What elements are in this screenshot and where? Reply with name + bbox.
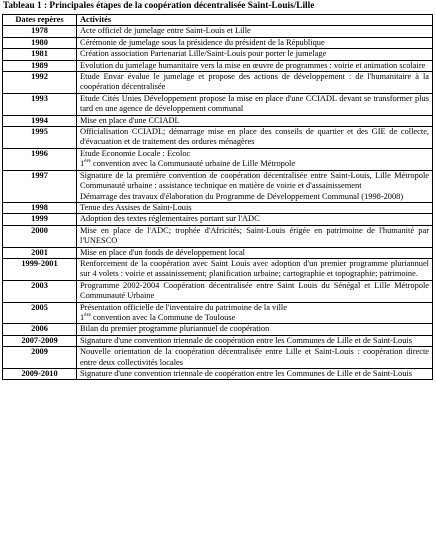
row-date: 2005 — [3, 302, 77, 324]
row-date: 1992 — [3, 72, 77, 94]
row-date: 2006 — [3, 324, 77, 335]
activity-text: Nouvelle orientation de la coopération décentralisée entre Lille et Saint-Louis : coopération directe entre deux collectivités locales — [80, 347, 429, 367]
cooperation-timeline-table — [2, 14, 433, 380]
row-activity — [77, 148, 433, 170]
row-activity — [77, 202, 433, 213]
row-activity — [77, 258, 433, 280]
activity-text: Signature de la première convention de coopération décentralisée entre Saint-Louis, Lille Métropole Communauté urbaine : assistance technique en matière de voirie et d'assainissement — [80, 170, 429, 191]
activity-text: Officialisation CCIADL; démarrage mise en place des conseils de quartier et des GIE de collecte, d'évacuation et de traitement des ordures ménagères — [80, 127, 429, 147]
row-date: 2009-2010 — [3, 369, 77, 380]
row-activity — [77, 170, 433, 202]
table-row — [3, 214, 433, 225]
activity-text: Mise en place d'une CCIADL — [80, 115, 180, 125]
table-row — [3, 72, 433, 94]
activity-text: Etude Envar évalue le jumelage et propose des actions de développement : de l'humanitaire à la coopération décentralisée — [80, 72, 429, 92]
activity-text: Création association Partenariat Lille/Saint-Louis pour porter le jumelage — [80, 49, 327, 59]
activity-text: Tenue des Assises de Saint-Louis — [80, 202, 192, 212]
table-row — [3, 335, 433, 346]
table-row — [3, 258, 433, 280]
table-row — [3, 247, 433, 258]
row-activity — [77, 280, 433, 302]
row-date: 1993 — [3, 93, 77, 115]
table-row — [3, 347, 433, 369]
activity-text: Mise en place d'un fonds de développement local — [80, 247, 246, 257]
table-row — [3, 93, 433, 115]
table-row — [3, 280, 433, 302]
activity-text: 1ère convention avec la Commune de Toulouse — [80, 312, 236, 322]
row-date: 1999 — [3, 214, 77, 225]
activity-text: Présentation officielle de l'inventaire du patrimoine de la ville — [80, 302, 287, 312]
header-dates: Dates repères — [3, 15, 77, 26]
row-date: 1994 — [3, 115, 77, 126]
activity-text: Acte officiel de jumelage entre Saint-Louis et Lille — [80, 26, 251, 36]
row-activity — [77, 72, 433, 94]
table-caption: Tableau 1 : Principales étapes de la coopération décentralisée Saint-Louis/Lille — [3, 1, 315, 11]
row-activity — [77, 347, 433, 369]
table-row — [3, 37, 433, 48]
row-activity — [77, 302, 433, 324]
row-date: 2003 — [3, 280, 77, 302]
row-date: 1996 — [3, 148, 77, 170]
row-date: 2001 — [3, 247, 77, 258]
activity-text: Démarrage des travaux d'élaboration du Programme de Développement Communal (1998-2008) — [80, 191, 404, 201]
table-row — [3, 127, 433, 149]
row-activity — [77, 225, 433, 247]
activity-text: Programme 2002-2004 Coopération décentralisée entre Saint Louis du Sénégal et Lille Métropole Communauté Urbaine — [80, 280, 429, 301]
row-activity — [77, 369, 433, 380]
table-row — [3, 202, 433, 213]
activity-text: Evolution du jumelage humanitaire vers la mise en œuvre de programmes : voirie et animation scolaire — [80, 60, 426, 70]
header-row — [3, 15, 433, 26]
row-activity — [77, 26, 433, 37]
row-date: 1989 — [3, 60, 77, 71]
row-date: 1980 — [3, 37, 77, 48]
activity-text: Signature d'une convention triennale de coopération entre les Communes de Lille et de Saint-Louis — [80, 369, 412, 378]
table-row — [3, 225, 433, 247]
row-date: 1981 — [3, 49, 77, 60]
activity-text: Renforcement de la coopération avec Saint Louis avec adoption d'un premier programme pluriannuel sur 4 volets : voirie et assainissement; planification urbaine; cartographie et topographie; patrimoine. — [80, 258, 429, 279]
activity-text: Etude Cités Unies Développement propose la mise en place d'une CCIADL devant se transformer plus tard en une agence de développement communal — [80, 93, 429, 114]
row-date: 1978 — [3, 26, 77, 37]
table-row — [3, 49, 433, 60]
table-row — [3, 170, 433, 202]
activity-text: Mise en place de l'ADC; trophée d'Africités; Saint-Louis érigée en patrimoine de l'humanité par l'UNESCO — [80, 225, 429, 246]
activity-text: Signature d'une convention triennale de coopération entre les Communes de Lille et de Saint-Louis — [80, 335, 412, 345]
row-activity — [77, 324, 433, 335]
row-date: 2007-2009 — [3, 335, 77, 346]
row-activity — [77, 37, 433, 48]
table-body — [3, 26, 433, 380]
row-activity — [77, 60, 433, 71]
row-activity — [77, 127, 433, 149]
activity-text: Etude Economie Locale : Ecoloc — [80, 148, 191, 158]
row-activity — [77, 335, 433, 346]
activity-text: Adoption des textes réglementaires portant sur l'ADC — [80, 214, 260, 224]
table-row — [3, 324, 433, 335]
row-date: 1995 — [3, 127, 77, 149]
table-row — [3, 60, 433, 71]
table-row — [3, 302, 433, 324]
activity-text: Bilan du premier programme pluriannuel de coopération — [80, 324, 270, 334]
row-activity — [77, 49, 433, 60]
row-date: 1998 — [3, 202, 77, 213]
row-activity — [77, 214, 433, 225]
row-activity — [77, 115, 433, 126]
row-date: 1999-2001 — [3, 258, 77, 280]
header-activities: Activités — [77, 15, 433, 26]
table-row — [3, 148, 433, 170]
activity-text: 1ère convention avec la Communauté urbaine de Lille Métropole — [80, 158, 296, 169]
row-date: 2009 — [3, 347, 77, 369]
activity-text: Cérémonie de jumelage sous la présidence du président de la République — [80, 37, 325, 47]
table-row — [3, 369, 433, 380]
row-activity — [77, 247, 433, 258]
row-activity — [77, 93, 433, 115]
table-row — [3, 115, 433, 126]
table-row — [3, 26, 433, 37]
row-date: 2000 — [3, 225, 77, 247]
row-date: 1997 — [3, 170, 77, 202]
